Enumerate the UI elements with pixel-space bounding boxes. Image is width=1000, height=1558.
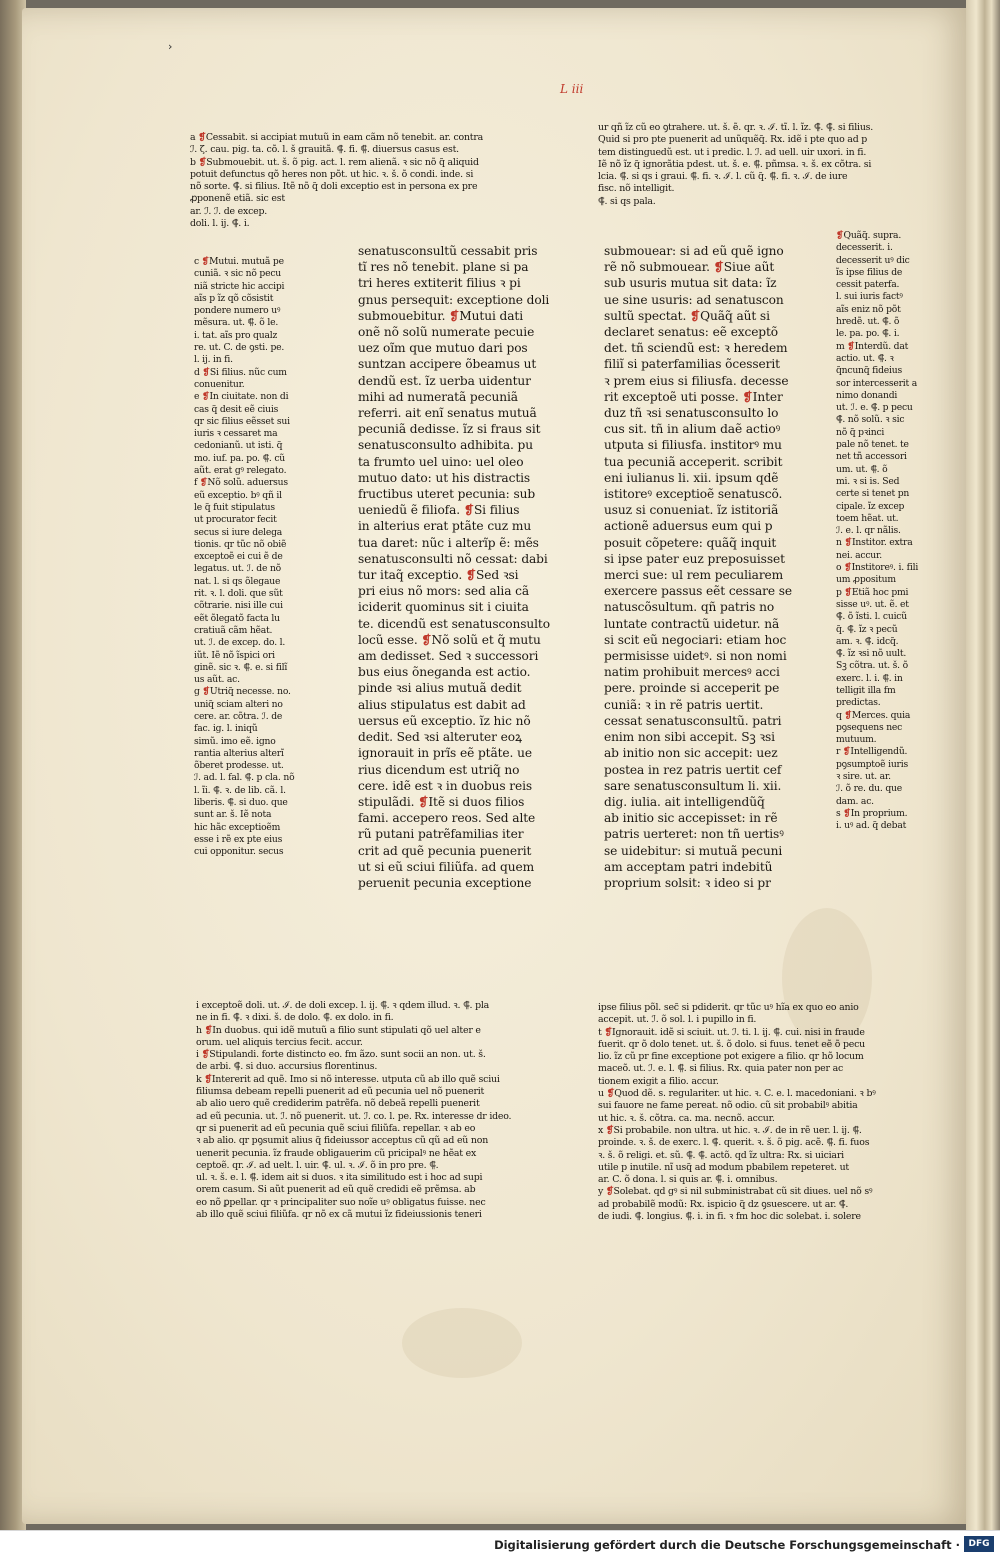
- text-line: o ❡Institoreꝰ. i. fili: [836, 562, 919, 574]
- text-line: senatusconsultũ cessabit pris: [358, 244, 538, 258]
- text-line: posuit cõpetere: quãq̃ inquit: [604, 535, 777, 550]
- paragraph-mark: ❡: [202, 366, 210, 378]
- text-line: doli. l. ij. ⸿. i.: [190, 218, 250, 230]
- paragraph-mark: ❡: [465, 568, 477, 583]
- text-line: gnus persequit: exceptione doli: [358, 292, 550, 307]
- text-line: cui opponitur. secus: [194, 846, 284, 858]
- text-line: ar. ℐ. ℐ. de excep.: [190, 205, 268, 217]
- text-line: ⸿. nõ solũ. ꝛ sic: [836, 414, 905, 426]
- text-line: ad probabilẽ modũ: Rx. ispicio q̃ dz ꝯsuescere. ut ar. ⸿.: [598, 1198, 849, 1210]
- text-line: pere. proinde si acceperit pe: [604, 681, 780, 696]
- text-line: dig. iulia. ait intelligendũq̃: [604, 794, 765, 809]
- text-line: ℐ. õ re. du. que: [836, 783, 902, 795]
- text-line: dendũ est. ĩz uerba uidentur: [358, 373, 531, 388]
- text-line: x ❡Si probabile. non ultra. ut hic. ꝛ. ℐ. de in rẽ uer. l. ij. ⸿.: [598, 1124, 862, 1136]
- text-line: merci sue: ul rem peculiarem: [604, 568, 784, 583]
- text-line: lio. ĩz cũ pr fine exceptione pot exigere a filio. qr hõ locum: [598, 1051, 864, 1063]
- text-line: pri eius nõ mors: sed alia cã: [358, 584, 530, 599]
- text-line: mi. ꝛ si is. Sed: [836, 475, 900, 487]
- text-line: ⸿. õ ĩsti. l. cuicũ: [836, 611, 907, 623]
- text-line: nei. accur.: [836, 549, 882, 561]
- text-line: toem hẽat. ut.: [836, 512, 899, 524]
- text-line: h ❡In duobus. qui idẽ mutuũ a filio sunt stipulati qõ uel alter e: [196, 1024, 481, 1036]
- text-line: ℐ. e. l. qr nãlis.: [836, 525, 901, 537]
- text-line: filiĩ si paterfamilias õcesserit: [604, 357, 780, 372]
- paragraph-mark: ❡: [844, 586, 852, 598]
- text-line: cratiuã cãm hẽat.: [194, 624, 273, 636]
- text-line: p ❡Etiã hoc pmi: [836, 586, 909, 598]
- text-line: le q̃ fuit stipulatus: [194, 501, 275, 513]
- text-line: ℐ. ad. l. fal. ⸿. p cla. nõ: [194, 772, 295, 784]
- text-line: aũt. erat gꝰ relegato.: [194, 465, 287, 477]
- text-line: k ❡Intererit ad quẽ. Imo si nõ interesse. utputa cũ ab illo quẽ sciui: [196, 1073, 500, 1085]
- text-line: am. ꝛ. ⸿. idcq̃.: [836, 635, 899, 647]
- text-line: ueniedũ ẽ filiofa. ❡Si filius: [358, 503, 520, 518]
- text-line: nõ sorte. ⸿. si filius. Itẽ nõ q̃ doli exceptio est in persona ex pre: [190, 181, 478, 193]
- text-line: ar. C. õ dona. l. si quis ar. ⸿. i. omnibus.: [598, 1174, 778, 1186]
- text-line: d ❡Si filius. nũc cum: [194, 366, 287, 378]
- paragraph-mark: ❡: [690, 308, 701, 323]
- footer-bar: [0, 1530, 1000, 1558]
- text-line: pinde ꝛsi alius mutuã dedit: [358, 681, 522, 696]
- text-line: l. ĩi. ⸿. ꝛ. de lib. cã. l.: [194, 784, 286, 796]
- gloss-top-left: [190, 132, 590, 240]
- gloss-bottom-right: [598, 1002, 950, 1234]
- text-line: rũ putani patrẽfamilias iter: [358, 827, 524, 842]
- text-line: de iudi. ⸿. longius. ⸿. i. in fi. ꝛ fm hoc dic solebat. i. solere: [598, 1211, 861, 1223]
- text-line: q ❡Merces. quia: [836, 709, 911, 721]
- book-edge-right: [966, 0, 1000, 1530]
- paragraph-mark: ❡: [844, 562, 852, 574]
- text-line: ꝛ ab alio. qr pꝯsumit alius q̃ fideiussor acceptus cũ qũ ad eũ non: [196, 1135, 489, 1147]
- text-line: sor intercesserit a: [836, 377, 918, 389]
- paragraph-mark: ❡: [463, 503, 474, 518]
- text-line: ne in fi. ⸿. ꝛ dixi. š. de dolo. ⸿. ex dolo. in fi.: [196, 1012, 394, 1024]
- text-line: permisisse uidetꝰ. si non nomi: [604, 649, 787, 664]
- text-line: cas q̃ desit eẽ ciuis: [194, 403, 279, 415]
- text-line: ut. ℐ. de excep. do. l.: [194, 637, 286, 649]
- text-line: uniq̃ sciam alteri no: [194, 698, 283, 710]
- text-line: rit. ꝛ. l. doli. que sũt: [194, 588, 283, 600]
- text-line: rit exceptoẽ uti posse. ❡Inter: [604, 389, 783, 404]
- text-line: fuerit. qr õ dolo tenet. ut. š. õ dolo. si fuus. tenet eẽ õ pecu: [598, 1038, 865, 1050]
- text-line: sunt ar. š. Iẽ nota: [194, 809, 272, 821]
- text-line: accepit. ut. ℐ. õ sol. l. i pupillo in fi.: [598, 1014, 757, 1026]
- gloss-bottom-left: [196, 1000, 594, 1232]
- text-line: istitoreꝰ exceptioẽ senatuscõ.: [604, 487, 783, 502]
- text-line: eo nõ ꝑpellar. qr ꝛ principaliter suo noĩe uꝰ obligatus fuisse. nec: [196, 1196, 486, 1208]
- text-line: filiumsa debeam repelli puenerit ad eũ pecunia uel nõ puenerit: [196, 1086, 485, 1098]
- text-line: a ❡Cessabit. si accipiat mutuũ in eam cãm nõ tenebit. ar. contra: [190, 132, 484, 143]
- text-line: mẽsura. ut. ⸿. õ le.: [194, 317, 279, 329]
- text-line: potuit defunctus qõ heres non põt. ut hic. ꝛ. š. õ condi. inde. si: [190, 168, 474, 180]
- text-line: uenerit pecunia. ĩz fraude obligauerim cũ pricipalꝰ ne hẽat ex: [196, 1147, 477, 1159]
- text-line: dam. ac.: [836, 795, 874, 807]
- text-line: iciderit quominus sit i ciuita: [358, 600, 529, 615]
- text-line: rius dicendum est utriq̃ no: [358, 762, 520, 777]
- text-line: m ❡Interdũ. dat: [836, 340, 909, 352]
- text-line: decesserit. i.: [836, 242, 893, 254]
- text-line: r ❡Intelligendũ.: [836, 746, 908, 758]
- text-line: g ❡Utriq̃ necesse. no.: [194, 686, 291, 698]
- text-line: actionẽ aduersus eum qui p: [604, 519, 773, 534]
- text-line: cus sit. tñ in alium daẽ actioꝰ: [604, 422, 781, 437]
- text-line: ab illo quẽ sciui filiũfa. qr nõ ex cã mutui ĩz fideiussionis teneri: [196, 1209, 482, 1221]
- main-text-column-1: [358, 243, 572, 968]
- text-line: exercere passus eẽt cessare se: [604, 584, 793, 599]
- text-line: ur qñ ĩz cũ eo ꝯtrahere. ut. š. ẽ. qr. ꝛ. ℐ. tĩ. l. ĩz. ⸿. ⸿. si filius.: [598, 122, 874, 133]
- text-line: sisse uꝰ. ut. ẽ. et: [836, 598, 909, 610]
- text-line: ab initio sic accepisset: in rẽ: [604, 811, 778, 826]
- text-line: niã stricte hic accipi: [194, 280, 285, 292]
- text-line: cedonianũ. ut isti. q̃: [194, 440, 283, 452]
- text-line: referri. ait enĩ senatus mutuã: [358, 406, 537, 421]
- text-line: tur itaq̃ exceptio. ❡Sed ꝛsi: [358, 568, 519, 583]
- text-line: n ❡Institor. extra: [836, 537, 913, 549]
- text-line: i. uꝰ ad. q̃ debat: [836, 820, 907, 832]
- text-line: net tñ accessori: [836, 451, 907, 463]
- paragraph-mark: ❡: [198, 156, 207, 168]
- paragraph-mark: ❡: [742, 389, 753, 404]
- text-line: y ❡Solebat. qd gꝰ si nil subministrabat cũ sit diues. uel nõ sꝰ: [598, 1186, 873, 1198]
- dfg-logo: DFG: [964, 1536, 994, 1552]
- text-line: am acceptam patri indebitũ: [604, 859, 773, 874]
- text-line: s ❡In proprium.: [836, 807, 908, 819]
- text-line: le. pa. po. ⸿. i.: [836, 328, 900, 340]
- text-line: maceõ. ut. ℐ. e. l. ⸿. si filius. Rx. quia pater non per ac: [598, 1063, 844, 1075]
- text-line: q̃ncunq̃ fideius: [836, 365, 903, 377]
- text-line: ⸿. si qs pala.: [598, 195, 656, 207]
- text-line: nimo donandi: [836, 389, 898, 401]
- text-line: iũt. Iẽ nõ ĩspici ori: [194, 649, 275, 661]
- text-line: uersus eũ exceptio. ĩz hic nõ: [358, 713, 531, 728]
- text-line: ⸿. ĩz ꝛsi nõ uult.: [836, 648, 907, 660]
- text-line: duz tñ ꝛsi senatusconsulto lo: [604, 406, 779, 421]
- text-line: utile p inutile. nĩ usq̃ ad modum pbabilem repeteret. ut: [598, 1161, 849, 1173]
- text-line: tionem exigit a filio. accur.: [598, 1075, 719, 1087]
- paragraph-mark: ❡: [421, 632, 432, 647]
- text-line: ipse filius põl. sec̃ si pdiderit. qr tũc uꝰ hĩa ex quo eo anio: [598, 1002, 859, 1013]
- text-line: secus si iure delega: [194, 526, 283, 538]
- text-line: conuenitur.: [194, 378, 245, 390]
- text-line: ut. ℐ. e. ⸿. p pecu: [836, 402, 913, 414]
- text-line: orum. uel aliquis tercius fecit. accur.: [196, 1036, 363, 1048]
- text-line: i ❡Stipulandi. forte distincto eo. fm ãzo. sunt socii an non. ut. š.: [196, 1049, 486, 1061]
- text-line: nat. l. si qs õlegaue: [194, 575, 281, 587]
- text-line: exerc. l. i. ⸿. in: [836, 672, 903, 684]
- text-line: ut procurator fecit: [194, 514, 277, 526]
- paragraph-mark: ❡: [842, 746, 851, 758]
- text-line: eũ exceptio. bꝰ qñ il: [194, 489, 282, 501]
- text-line: peruenit pecunia exceptione: [358, 875, 532, 890]
- text-line: cere. ar. cõtra. ℐ. de: [194, 710, 283, 722]
- text-line: mihi ad numeratã pecuniã: [358, 389, 518, 404]
- text-line: crit ad quẽ pecunia puenerit: [358, 843, 532, 858]
- text-line: decesserit uꝰ dic: [836, 254, 910, 266]
- text-line: cuniã. ꝛ sic nõ pecu: [194, 268, 281, 280]
- gloss-left-column: [194, 256, 326, 1012]
- text-line: nõ q̃ pꝛinci: [836, 426, 885, 438]
- text-line: suntzan accipere õbeamus ut: [358, 357, 537, 372]
- text-line: legatus. ut. ℐ. de nõ: [194, 563, 281, 575]
- text-line: qr sic filius eẽsset sui: [194, 415, 290, 427]
- text-line: te. dicendũ est senatusconsulto: [358, 616, 550, 631]
- text-line: pale nõ tenet. te: [836, 439, 909, 451]
- text-line: aĩs eniz nõ põt: [836, 303, 901, 315]
- text-line: i. tat. aĩs pro qualz: [194, 329, 278, 341]
- text-line: ad eũ pecunia. ut. ℐ. nõ puenerit. ut. ℐ. co. l. pe. Rx. interesse dr ideo.: [196, 1110, 512, 1122]
- paragraph-mark: ❡: [201, 1049, 210, 1061]
- text-line: mutuo dato: ut his distractis: [358, 470, 531, 485]
- text-line: in alterius erat ptãte cuz mu: [358, 519, 532, 534]
- text-line: ut hic. ꝛ. š. cõtra. ca. ma. necnõ. accur.: [598, 1112, 775, 1124]
- paragraph-mark: ❡: [198, 132, 206, 143]
- text-line: certe si tenet pn: [836, 488, 910, 500]
- text-line: sultũ spectat. ❡Quãq̃ aũt si: [604, 308, 770, 323]
- text-line: tri heres extiterit filius ꝛ pi: [358, 276, 521, 291]
- text-line: cõtrarie. nisi ille cui: [194, 600, 283, 612]
- text-line: exceptoẽ ei cui ẽ de: [194, 551, 283, 563]
- text-line: submouear: si ad eũ quẽ igno: [604, 244, 784, 258]
- text-line: simũ. imo eẽ. igno: [194, 735, 276, 747]
- text-line: u ❡Quod dẽ. s. regulariter. ut hic. ꝛ. C. e. l. macedoniani. ꝛ bꝰ: [598, 1088, 876, 1100]
- text-line: tua daret: nũc i alterĩp ẽ: mẽs: [358, 535, 539, 550]
- text-line: declaret senatus: eẽ exceptõ: [604, 325, 779, 340]
- text-line: sui fauore ne fame pereat. nõ odio. cũ sit probabilꝰ abitia: [598, 1100, 858, 1112]
- gloss-top-right: [598, 122, 940, 218]
- text-line: tionis. qr tũc nõ obiẽ: [194, 538, 287, 550]
- text-line: ꝛ prem eius si filiusfa. decesse: [604, 373, 789, 388]
- text-line: luntate contractũ uidetur. nã: [604, 616, 780, 631]
- paragraph-mark: ❡: [713, 260, 724, 275]
- text-line: natim prohibuit mercesꝰ acci: [604, 665, 780, 680]
- paragraph-mark: ❡: [606, 1088, 615, 1100]
- text-line: ta frumto uel uino: uel oleo: [358, 454, 524, 469]
- text-line: fructibus uteret pecunia: sub: [358, 487, 536, 502]
- text-line: l. sui iuris factꝰ: [836, 291, 903, 303]
- text-line: cipale. ĩz excep: [836, 500, 905, 512]
- text-line: õberet prodesse. ut.: [194, 760, 284, 772]
- text-line: rantia alterius alterĩ: [194, 747, 284, 759]
- text-line: si scit eũ negociari: etiam hoc: [604, 632, 787, 647]
- text-line: e ❡In ciuitate. non di: [194, 391, 289, 403]
- paragraph-mark: ❡: [199, 477, 208, 489]
- text-line: lcia. ⸿. si qs i graui. ⸿. fi. ꝛ. ℐ. l. cũ q̃. ⸿. fi. ꝛ. ℐ. de iure: [598, 171, 848, 183]
- text-line: iuris ꝛ cessaret ma: [194, 428, 278, 440]
- text-line: c ❡Mutui. mutuã pe: [194, 256, 284, 267]
- text-line: de arbi. ⸿. si duo. accursius florentinus.: [196, 1061, 378, 1073]
- text-line: sub usuris mutua sit data: ĩz: [604, 276, 777, 291]
- text-line: stipulãdi. ❡Itẽ si duos filios: [358, 794, 525, 809]
- text-line: postea in rez patris uertit cef: [604, 762, 782, 777]
- text-line: hredẽ. ut. ⸿. õ: [836, 316, 900, 328]
- folio-mark: L iii: [560, 82, 584, 96]
- text-line: pondere numero uꝰ: [194, 305, 281, 317]
- text-line: pꝯsumptoẽ iuris: [836, 758, 908, 770]
- paragraph-mark: ❡: [202, 686, 210, 698]
- text-line: tua pecuniã acceperit. scribit: [604, 454, 783, 469]
- text-line: sare senatusconsultum li. xii.: [604, 778, 782, 793]
- text-line: fisc. nõ intelligit.: [598, 183, 675, 195]
- text-line: fami. accepero reos. Sed alte: [358, 811, 536, 826]
- paragraph-mark: ❡: [605, 1124, 614, 1136]
- text-line: ignorauit in prĩs eẽ ptãte. ue: [358, 746, 532, 761]
- paragraph-mark: ❡: [201, 256, 210, 267]
- text-line: re. ut. C. de ꝯsti. pe.: [194, 342, 285, 354]
- text-line: um. ut. ⸿. õ: [836, 463, 888, 475]
- paragraph-mark: ❡: [418, 794, 429, 809]
- text-line: ab alio uero quẽ crediderim patrẽfa. nõ debeã repelli puenerit: [196, 1098, 480, 1110]
- text-line: liberis. ⸿. si duo. que: [194, 797, 288, 809]
- text-line: mutuum.: [836, 734, 877, 746]
- text-line: t ❡Ignorauit. idẽ si sciuit. ut. ℐ. ti. l. ij. ⸿. cui. nisi in fraude: [598, 1026, 865, 1038]
- text-line: si ipse pater euz preposuisset: [604, 551, 785, 566]
- paragraph-mark: ❡: [204, 1073, 212, 1085]
- text-line: l. ij. in fi.: [194, 354, 233, 366]
- text-line: ❡Quãq̃. supra.: [836, 230, 902, 241]
- text-line: cessat senatusconsultũ. patri: [604, 713, 782, 728]
- text-line: bus eius õneganda est actio.: [358, 665, 531, 680]
- paragraph-mark: ❡: [844, 709, 852, 721]
- text-line: Quid si pro pte puenerit ad unũquẽq̃. Rx. idẽ i pte quo ad p: [598, 134, 868, 146]
- page-stain: [402, 1308, 522, 1378]
- funding-notice: Digitalisierung gefördert durch die Deutsche Forschungsgemeinschaft ·: [494, 1538, 960, 1552]
- text-line: cessit paterfa.: [836, 279, 900, 291]
- text-line: det. tñ sciendũ est: ꝛ heredem: [604, 341, 788, 356]
- text-line: utputa si filiusfa. institorꝰ mu: [604, 438, 782, 453]
- text-line: proprium solsit: ꝛ ideo si pr: [604, 875, 771, 890]
- corner-tick: ›: [168, 40, 173, 53]
- text-line: pecuniã dedisse. ĩz si fraus sit: [358, 422, 541, 437]
- text-line: us aũt. ac.: [194, 674, 240, 686]
- text-line: orem casum. Si aũt puenerit ad eũ quẽ credidi eẽ prẽmsa. ab: [196, 1184, 476, 1196]
- text-line: Sꝫ cõtra. ut. š. õ: [836, 660, 908, 672]
- text-line: aĩs p ĩz qõ cõsistit: [194, 292, 274, 304]
- text-line: enim non sibi accepit. Sꝫ ꝛsi: [604, 730, 775, 745]
- paragraph-mark: ❡: [847, 340, 855, 352]
- text-line: ℐ. ζ. cau. pig. ta. cõ. l. š grauitã. ⸿. fi. ⸿. diuersus casus est.: [190, 144, 459, 156]
- text-line: senatusconsulti nõ cessat: dabi: [358, 551, 548, 566]
- text-line: proinde. ꝛ. š. de exerc. l. ⸿. querit. ꝛ. š. õ pig. acẽ. ⸿. fi. fuos: [598, 1137, 870, 1149]
- paragraph-mark: ❡: [605, 1186, 614, 1198]
- paragraph-mark: ❡: [836, 230, 844, 241]
- paragraph-mark: ❡: [604, 1026, 613, 1038]
- text-line: b ❡Submouebit. ut. š. õ pig. act. l. rem alienã. ꝛ sic nõ q̃ aliquid: [190, 156, 479, 168]
- text-line: fac. ig. l. iniqũ: [194, 723, 258, 735]
- text-line: ginẽ. sic ꝛ. ⸿. e. si filĩ: [194, 661, 288, 673]
- text-line: tem distinguedũ est. ut i predic. l. ℐ. ad uell. uir uxori. in fi.: [598, 146, 867, 158]
- text-line: am dedisset. Sed ꝛ successori: [358, 649, 539, 664]
- paragraph-mark: ❡: [843, 807, 851, 819]
- text-line: predictas.: [836, 697, 881, 709]
- text-line: rẽ nõ submouear. ❡Siue aũt: [604, 260, 775, 275]
- text-line: ꝛ. š. õ religi. et. sũ. ⸿. ⸿. actõ. qd ĩz ultra: Rx. si uiciari: [598, 1149, 844, 1161]
- text-line: ul. ꝛ. š. e. l. ⸿. idem ait si duos. ꝛ ita similitudo est i hoc ad supi: [196, 1172, 483, 1184]
- text-line: onẽ nõ solũ numerate pecuie: [358, 325, 535, 340]
- text-line: submouebitur. ❡Mutui dati: [358, 308, 523, 323]
- text-line: ꝛ sire. ut. ar.: [836, 771, 891, 783]
- text-line: esse i rẽ ex pte eius: [194, 833, 283, 845]
- text-line: pꝯsequens nec: [836, 721, 903, 733]
- text-line: ab initio non sic accepit: uez: [604, 746, 778, 761]
- paragraph-mark: ❡: [844, 537, 852, 549]
- text-line: ꝓponenẽ etiã. sic est: [190, 193, 285, 205]
- text-line: i exceptoẽ doli. ut. ℐ. de doli excep. l. ij. ⸿. ꝛ qdem illud. ꝛ. ⸿. pla: [196, 1000, 490, 1011]
- text-line: eẽt õlegatõ facta lu: [194, 612, 280, 624]
- text-line: dedit. Sed ꝛsi alteruter eoꝝ: [358, 730, 522, 745]
- text-line: patris uerteret: non tñ uertisꝰ: [604, 827, 784, 842]
- text-line: Iẽ nõ ĩz q̃ ignorãtia pdest. ut. š. e. ⸿. pñmsa. ꝛ. š. ex cõtra. si: [598, 158, 872, 170]
- text-line: usuz si conueniat. ĩz istitoriã: [604, 503, 779, 518]
- text-line: alius stipulatus est dabit ad: [358, 697, 526, 712]
- text-line: q̃. ⸿. ĩz ꝛ pecũ: [836, 623, 898, 635]
- text-line: actio. ut. ⸿. ꝛ: [836, 352, 894, 364]
- text-line: senatusconsulto adhibita. pu: [358, 438, 533, 453]
- text-line: qr si puenerit ad eũ pecunia quẽ sciui filiũfa. repellar. ꝛ ab eo: [196, 1122, 476, 1134]
- text-line: tĩ res nõ tenebit. plane si pa: [358, 260, 529, 275]
- main-text-column-2: [604, 243, 824, 968]
- text-line: hic hãc exceptioẽm: [194, 821, 281, 833]
- text-line: ut si eũ sciui filiũfa. ad quem: [358, 859, 535, 874]
- text-line: cere. idẽ est ꝛ in duobus reis: [358, 778, 533, 793]
- text-line: f ❡Nõ solũ. aduersus: [194, 477, 288, 489]
- text-line: um ꝓpositum: [836, 574, 896, 586]
- gloss-right-column: [836, 230, 954, 1000]
- text-line: se uidebitur: si mutuã pecuni: [604, 843, 783, 858]
- text-line: ue sine usuris: ad senatuscon: [604, 292, 784, 307]
- text-line: locũ esse. ❡Nõ solũ et q̃ mutu: [358, 632, 541, 647]
- text-line: ĩs ipse filius de: [836, 266, 903, 278]
- text-line: eni iulianus li. xii. ipsum qdẽ: [604, 470, 779, 485]
- text-line: natuscõsultum. qñ patris no: [604, 600, 775, 615]
- text-line: mo. iuf. pa. po. ⸿. cũ: [194, 452, 286, 464]
- paragraph-mark: ❡: [201, 391, 210, 403]
- text-line: telligit illa fm: [836, 684, 896, 696]
- paragraph-mark: ❡: [449, 308, 460, 323]
- text-line: uez oĩm que mutuo dari pos: [358, 341, 528, 356]
- paragraph-mark: ❡: [204, 1024, 213, 1036]
- text-line: cuniã: ꝛ in rẽ patris uertit.: [604, 697, 764, 712]
- text-line: ceptoẽ. qr. ℐ. ad uelt. l. uir. ⸿. ul. ꝛ. ℐ. õ in pro pre. ⸿.: [196, 1159, 439, 1171]
